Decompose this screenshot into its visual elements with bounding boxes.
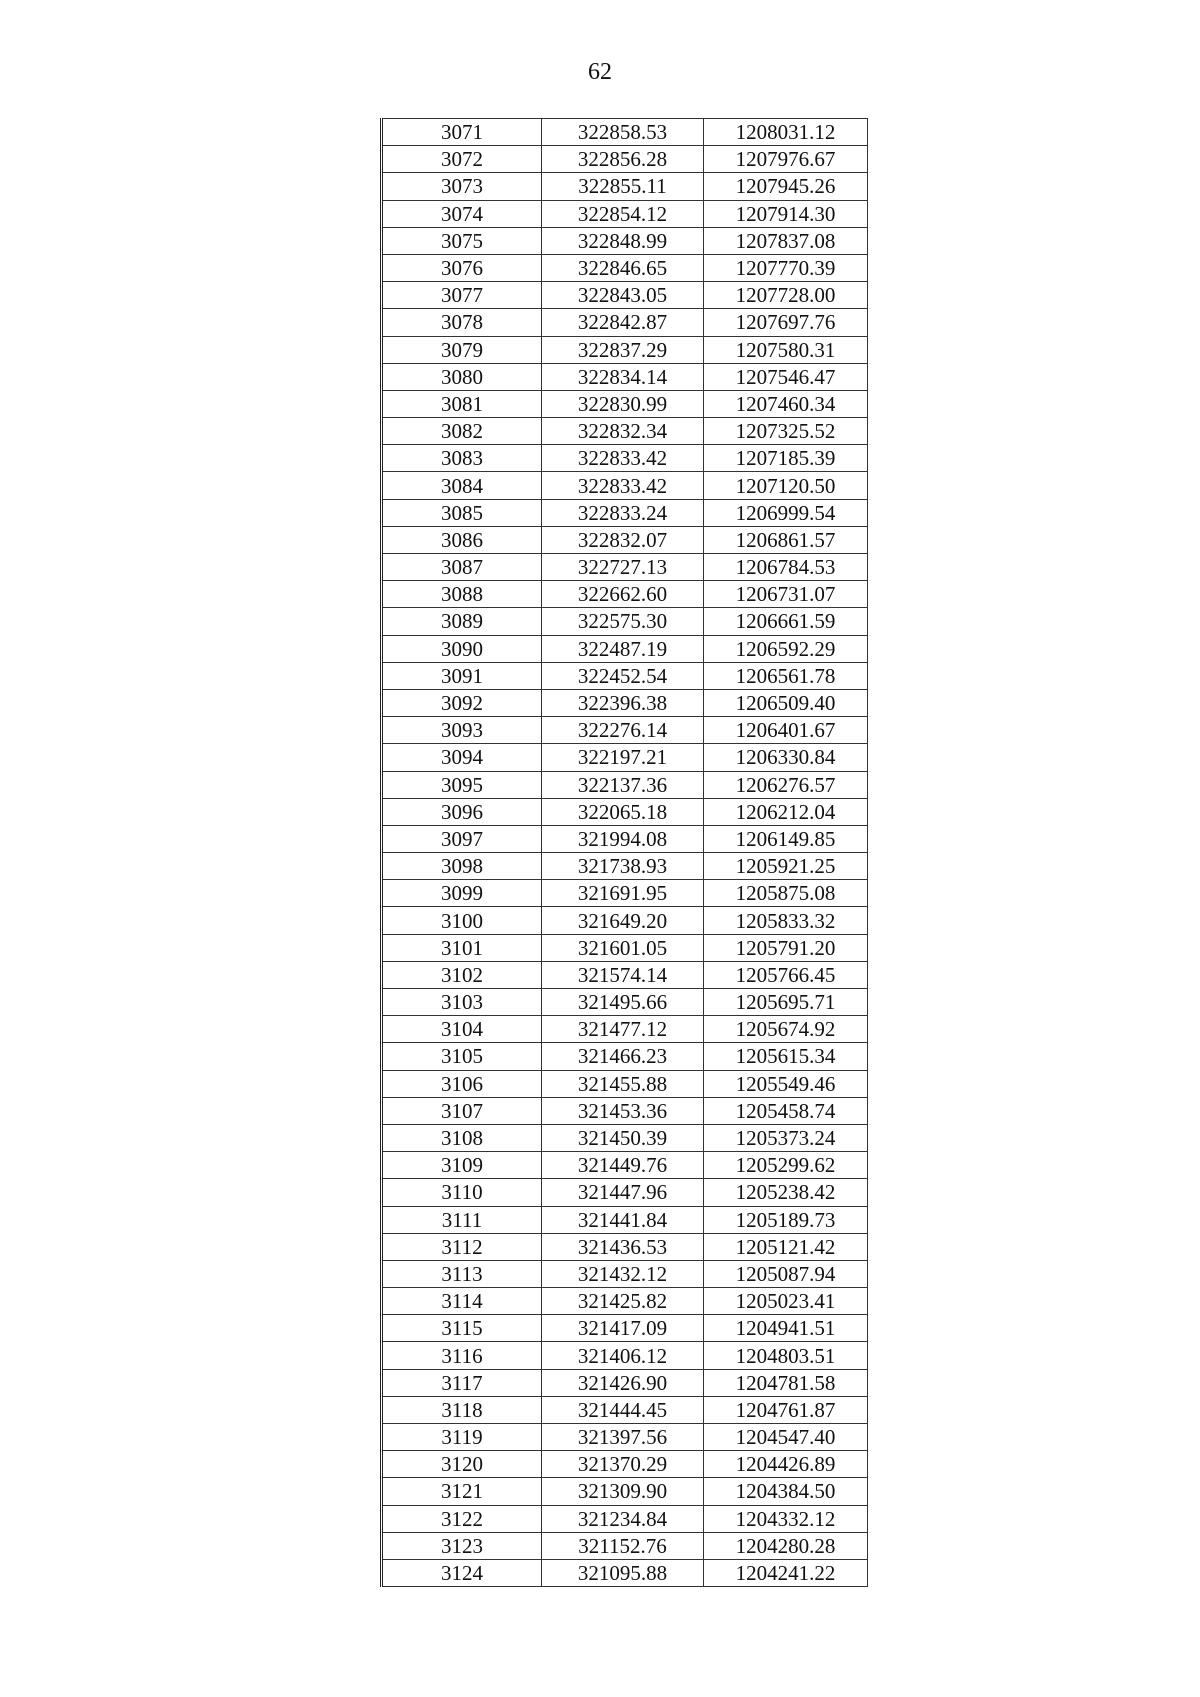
y-coordinate-cell: 1204384.50 bbox=[704, 1478, 868, 1505]
x-coordinate-cell: 321309.90 bbox=[542, 1478, 704, 1505]
x-coordinate-cell: 321649.20 bbox=[542, 907, 704, 934]
point-number-cell: 3084 bbox=[382, 472, 542, 499]
y-coordinate-cell: 1205189.73 bbox=[704, 1206, 868, 1233]
table-row bbox=[382, 336, 868, 363]
x-coordinate-cell: 322487.19 bbox=[542, 635, 704, 662]
table-row bbox=[382, 119, 868, 146]
point-number-cell: 3086 bbox=[382, 526, 542, 553]
point-number-cell: 3110 bbox=[382, 1179, 542, 1206]
x-coordinate-cell: 321417.09 bbox=[542, 1315, 704, 1342]
x-coordinate-cell: 321453.36 bbox=[542, 1097, 704, 1124]
x-coordinate-cell: 321447.96 bbox=[542, 1179, 704, 1206]
x-coordinate-cell: 322396.38 bbox=[542, 689, 704, 716]
point-number-cell: 3087 bbox=[382, 554, 542, 581]
table-row bbox=[382, 989, 868, 1016]
y-coordinate-cell: 1205674.92 bbox=[704, 1016, 868, 1043]
table-row bbox=[382, 200, 868, 227]
point-number-cell: 3107 bbox=[382, 1097, 542, 1124]
table-row bbox=[382, 825, 868, 852]
point-number-cell: 3100 bbox=[382, 907, 542, 934]
x-coordinate-cell: 321455.88 bbox=[542, 1070, 704, 1097]
y-coordinate-cell: 1208031.12 bbox=[704, 119, 868, 146]
point-number-cell: 3097 bbox=[382, 825, 542, 852]
point-number-cell: 3071 bbox=[382, 119, 542, 146]
table-row bbox=[382, 1097, 868, 1124]
x-coordinate-cell: 321994.08 bbox=[542, 825, 704, 852]
point-number-cell: 3113 bbox=[382, 1260, 542, 1287]
y-coordinate-cell: 1204941.51 bbox=[704, 1315, 868, 1342]
page-number: 62 bbox=[588, 59, 612, 85]
x-coordinate-cell: 322452.54 bbox=[542, 662, 704, 689]
point-number-cell: 3117 bbox=[382, 1369, 542, 1396]
x-coordinate-cell: 321691.95 bbox=[542, 880, 704, 907]
point-number-cell: 3101 bbox=[382, 934, 542, 961]
table-row bbox=[382, 1043, 868, 1070]
table-row bbox=[382, 853, 868, 880]
y-coordinate-cell: 1205299.62 bbox=[704, 1152, 868, 1179]
table-row bbox=[382, 1233, 868, 1260]
y-coordinate-cell: 1205766.45 bbox=[704, 961, 868, 988]
y-coordinate-cell: 1205458.74 bbox=[704, 1097, 868, 1124]
y-coordinate-cell: 1206561.78 bbox=[704, 662, 868, 689]
table-row bbox=[382, 1396, 868, 1423]
x-coordinate-cell: 322065.18 bbox=[542, 798, 704, 825]
y-coordinate-cell: 1205695.71 bbox=[704, 989, 868, 1016]
point-number-cell: 3108 bbox=[382, 1124, 542, 1151]
table-row bbox=[382, 227, 868, 254]
table-row bbox=[382, 744, 868, 771]
coordinates-table-body bbox=[382, 119, 868, 1587]
table-row bbox=[382, 418, 868, 445]
table-row bbox=[382, 363, 868, 390]
table-row bbox=[382, 173, 868, 200]
x-coordinate-cell: 322855.11 bbox=[542, 173, 704, 200]
y-coordinate-cell: 1207120.50 bbox=[704, 472, 868, 499]
table-row bbox=[382, 1315, 868, 1342]
x-coordinate-cell: 322848.99 bbox=[542, 227, 704, 254]
x-coordinate-cell: 321436.53 bbox=[542, 1233, 704, 1260]
y-coordinate-cell: 1206661.59 bbox=[704, 608, 868, 635]
y-coordinate-cell: 1205238.42 bbox=[704, 1179, 868, 1206]
table-row bbox=[382, 254, 868, 281]
y-coordinate-cell: 1205791.20 bbox=[704, 934, 868, 961]
y-coordinate-cell: 1207837.08 bbox=[704, 227, 868, 254]
x-coordinate-cell: 321426.90 bbox=[542, 1369, 704, 1396]
x-coordinate-cell: 321234.84 bbox=[542, 1505, 704, 1532]
y-coordinate-cell: 1207945.26 bbox=[704, 173, 868, 200]
point-number-cell: 3099 bbox=[382, 880, 542, 907]
y-coordinate-cell: 1207914.30 bbox=[704, 200, 868, 227]
y-coordinate-cell: 1204241.22 bbox=[704, 1559, 868, 1586]
point-number-cell: 3115 bbox=[382, 1315, 542, 1342]
point-number-cell: 3106 bbox=[382, 1070, 542, 1097]
point-number-cell: 3124 bbox=[382, 1559, 542, 1586]
table-row bbox=[382, 1124, 868, 1151]
table-row bbox=[382, 1451, 868, 1478]
y-coordinate-cell: 1206784.53 bbox=[704, 554, 868, 581]
table-row bbox=[382, 1532, 868, 1559]
y-coordinate-cell: 1206999.54 bbox=[704, 499, 868, 526]
table-row bbox=[382, 526, 868, 553]
point-number-cell: 3116 bbox=[382, 1342, 542, 1369]
y-coordinate-cell: 1206149.85 bbox=[704, 825, 868, 852]
table-row bbox=[382, 1152, 868, 1179]
point-number-cell: 3105 bbox=[382, 1043, 542, 1070]
y-coordinate-cell: 1206509.40 bbox=[704, 689, 868, 716]
point-number-cell: 3120 bbox=[382, 1451, 542, 1478]
table-row bbox=[382, 1070, 868, 1097]
y-coordinate-cell: 1207728.00 bbox=[704, 282, 868, 309]
point-number-cell: 3114 bbox=[382, 1288, 542, 1315]
table-row bbox=[382, 390, 868, 417]
point-number-cell: 3118 bbox=[382, 1396, 542, 1423]
table-row bbox=[382, 961, 868, 988]
x-coordinate-cell: 322197.21 bbox=[542, 744, 704, 771]
y-coordinate-cell: 1205087.94 bbox=[704, 1260, 868, 1287]
y-coordinate-cell: 1207697.76 bbox=[704, 309, 868, 336]
y-coordinate-cell: 1205921.25 bbox=[704, 853, 868, 880]
point-number-cell: 3077 bbox=[382, 282, 542, 309]
point-number-cell: 3104 bbox=[382, 1016, 542, 1043]
y-coordinate-cell: 1206861.57 bbox=[704, 526, 868, 553]
point-number-cell: 3073 bbox=[382, 173, 542, 200]
x-coordinate-cell: 321370.29 bbox=[542, 1451, 704, 1478]
table-row bbox=[382, 146, 868, 173]
x-coordinate-cell: 322837.29 bbox=[542, 336, 704, 363]
table-row bbox=[382, 689, 868, 716]
point-number-cell: 3076 bbox=[382, 254, 542, 281]
point-number-cell: 3119 bbox=[382, 1424, 542, 1451]
y-coordinate-cell: 1205875.08 bbox=[704, 880, 868, 907]
point-number-cell: 3078 bbox=[382, 309, 542, 336]
table-row bbox=[382, 635, 868, 662]
point-number-cell: 3103 bbox=[382, 989, 542, 1016]
x-coordinate-cell: 322846.65 bbox=[542, 254, 704, 281]
x-coordinate-cell: 321444.45 bbox=[542, 1396, 704, 1423]
point-number-cell: 3123 bbox=[382, 1532, 542, 1559]
x-coordinate-cell: 321601.05 bbox=[542, 934, 704, 961]
x-coordinate-cell: 321425.82 bbox=[542, 1288, 704, 1315]
y-coordinate-cell: 1207325.52 bbox=[704, 418, 868, 445]
x-coordinate-cell: 322575.30 bbox=[542, 608, 704, 635]
point-number-cell: 3098 bbox=[382, 853, 542, 880]
point-number-cell: 3121 bbox=[382, 1478, 542, 1505]
x-coordinate-cell: 321432.12 bbox=[542, 1260, 704, 1287]
y-coordinate-cell: 1205023.41 bbox=[704, 1288, 868, 1315]
point-number-cell: 3093 bbox=[382, 717, 542, 744]
y-coordinate-cell: 1204761.87 bbox=[704, 1396, 868, 1423]
table-row bbox=[382, 934, 868, 961]
x-coordinate-cell: 321574.14 bbox=[542, 961, 704, 988]
x-coordinate-cell: 321095.88 bbox=[542, 1559, 704, 1586]
point-number-cell: 3109 bbox=[382, 1152, 542, 1179]
table-row bbox=[382, 581, 868, 608]
y-coordinate-cell: 1205615.34 bbox=[704, 1043, 868, 1070]
x-coordinate-cell: 321495.66 bbox=[542, 989, 704, 1016]
y-coordinate-cell: 1204781.58 bbox=[704, 1369, 868, 1396]
x-coordinate-cell: 322858.53 bbox=[542, 119, 704, 146]
point-number-cell: 3091 bbox=[382, 662, 542, 689]
x-coordinate-cell: 322833.42 bbox=[542, 472, 704, 499]
x-coordinate-cell: 322843.05 bbox=[542, 282, 704, 309]
x-coordinate-cell: 321477.12 bbox=[542, 1016, 704, 1043]
y-coordinate-cell: 1205373.24 bbox=[704, 1124, 868, 1151]
x-coordinate-cell: 321441.84 bbox=[542, 1206, 704, 1233]
point-number-cell: 3085 bbox=[382, 499, 542, 526]
y-coordinate-cell: 1207770.39 bbox=[704, 254, 868, 281]
y-coordinate-cell: 1206276.57 bbox=[704, 771, 868, 798]
table-row bbox=[382, 554, 868, 581]
x-coordinate-cell: 322662.60 bbox=[542, 581, 704, 608]
x-coordinate-cell: 322276.14 bbox=[542, 717, 704, 744]
point-number-cell: 3080 bbox=[382, 363, 542, 390]
table-row bbox=[382, 771, 868, 798]
table-row bbox=[382, 1260, 868, 1287]
x-coordinate-cell: 322832.07 bbox=[542, 526, 704, 553]
table-row bbox=[382, 445, 868, 472]
point-number-cell: 3075 bbox=[382, 227, 542, 254]
table-row bbox=[382, 309, 868, 336]
table-row bbox=[382, 608, 868, 635]
x-coordinate-cell: 322834.14 bbox=[542, 363, 704, 390]
y-coordinate-cell: 1204280.28 bbox=[704, 1532, 868, 1559]
y-coordinate-cell: 1205549.46 bbox=[704, 1070, 868, 1097]
table-row bbox=[382, 1016, 868, 1043]
x-coordinate-cell: 321397.56 bbox=[542, 1424, 704, 1451]
x-coordinate-cell: 321450.39 bbox=[542, 1124, 704, 1151]
x-coordinate-cell: 322854.12 bbox=[542, 200, 704, 227]
table-row bbox=[382, 880, 868, 907]
table-row bbox=[382, 1559, 868, 1586]
table-row bbox=[382, 1342, 868, 1369]
point-number-cell: 3122 bbox=[382, 1505, 542, 1532]
y-coordinate-cell: 1204426.89 bbox=[704, 1451, 868, 1478]
point-number-cell: 3089 bbox=[382, 608, 542, 635]
point-number-cell: 3082 bbox=[382, 418, 542, 445]
table-row bbox=[382, 1369, 868, 1396]
table-row bbox=[382, 1288, 868, 1315]
x-coordinate-cell: 322137.36 bbox=[542, 771, 704, 798]
point-number-cell: 3088 bbox=[382, 581, 542, 608]
y-coordinate-cell: 1207546.47 bbox=[704, 363, 868, 390]
x-coordinate-cell: 322832.34 bbox=[542, 418, 704, 445]
y-coordinate-cell: 1205833.32 bbox=[704, 907, 868, 934]
x-coordinate-cell: 321738.93 bbox=[542, 853, 704, 880]
point-number-cell: 3092 bbox=[382, 689, 542, 716]
y-coordinate-cell: 1206401.67 bbox=[704, 717, 868, 744]
y-coordinate-cell: 1207580.31 bbox=[704, 336, 868, 363]
table-row bbox=[382, 662, 868, 689]
x-coordinate-cell: 322830.99 bbox=[542, 390, 704, 417]
y-coordinate-cell: 1207185.39 bbox=[704, 445, 868, 472]
x-coordinate-cell: 321406.12 bbox=[542, 1342, 704, 1369]
table-row bbox=[382, 472, 868, 499]
table-row bbox=[382, 798, 868, 825]
point-number-cell: 3072 bbox=[382, 146, 542, 173]
table-row bbox=[382, 1478, 868, 1505]
table-row bbox=[382, 1179, 868, 1206]
table-row bbox=[382, 1424, 868, 1451]
table-row bbox=[382, 499, 868, 526]
y-coordinate-cell: 1207976.67 bbox=[704, 146, 868, 173]
table-row bbox=[382, 717, 868, 744]
y-coordinate-cell: 1206592.29 bbox=[704, 635, 868, 662]
table-row bbox=[382, 282, 868, 309]
point-number-cell: 3074 bbox=[382, 200, 542, 227]
y-coordinate-cell: 1207460.34 bbox=[704, 390, 868, 417]
point-number-cell: 3112 bbox=[382, 1233, 542, 1260]
x-coordinate-cell: 322833.42 bbox=[542, 445, 704, 472]
x-coordinate-cell: 322856.28 bbox=[542, 146, 704, 173]
table-row bbox=[382, 1206, 868, 1233]
point-number-cell: 3096 bbox=[382, 798, 542, 825]
y-coordinate-cell: 1204332.12 bbox=[704, 1505, 868, 1532]
table-row bbox=[382, 1505, 868, 1532]
x-coordinate-cell: 322842.87 bbox=[542, 309, 704, 336]
x-coordinate-cell: 321152.76 bbox=[542, 1532, 704, 1559]
point-number-cell: 3102 bbox=[382, 961, 542, 988]
point-number-cell: 3095 bbox=[382, 771, 542, 798]
y-coordinate-cell: 1206212.04 bbox=[704, 798, 868, 825]
coordinates-table bbox=[380, 118, 868, 1587]
point-number-cell: 3079 bbox=[382, 336, 542, 363]
table-row bbox=[382, 907, 868, 934]
point-number-cell: 3090 bbox=[382, 635, 542, 662]
y-coordinate-cell: 1205121.42 bbox=[704, 1233, 868, 1260]
y-coordinate-cell: 1206330.84 bbox=[704, 744, 868, 771]
x-coordinate-cell: 322833.24 bbox=[542, 499, 704, 526]
point-number-cell: 3111 bbox=[382, 1206, 542, 1233]
point-number-cell: 3094 bbox=[382, 744, 542, 771]
y-coordinate-cell: 1204547.40 bbox=[704, 1424, 868, 1451]
x-coordinate-cell: 321466.23 bbox=[542, 1043, 704, 1070]
y-coordinate-cell: 1204803.51 bbox=[704, 1342, 868, 1369]
point-number-cell: 3081 bbox=[382, 390, 542, 417]
y-coordinate-cell: 1206731.07 bbox=[704, 581, 868, 608]
point-number-cell: 3083 bbox=[382, 445, 542, 472]
x-coordinate-cell: 322727.13 bbox=[542, 554, 704, 581]
x-coordinate-cell: 321449.76 bbox=[542, 1152, 704, 1179]
